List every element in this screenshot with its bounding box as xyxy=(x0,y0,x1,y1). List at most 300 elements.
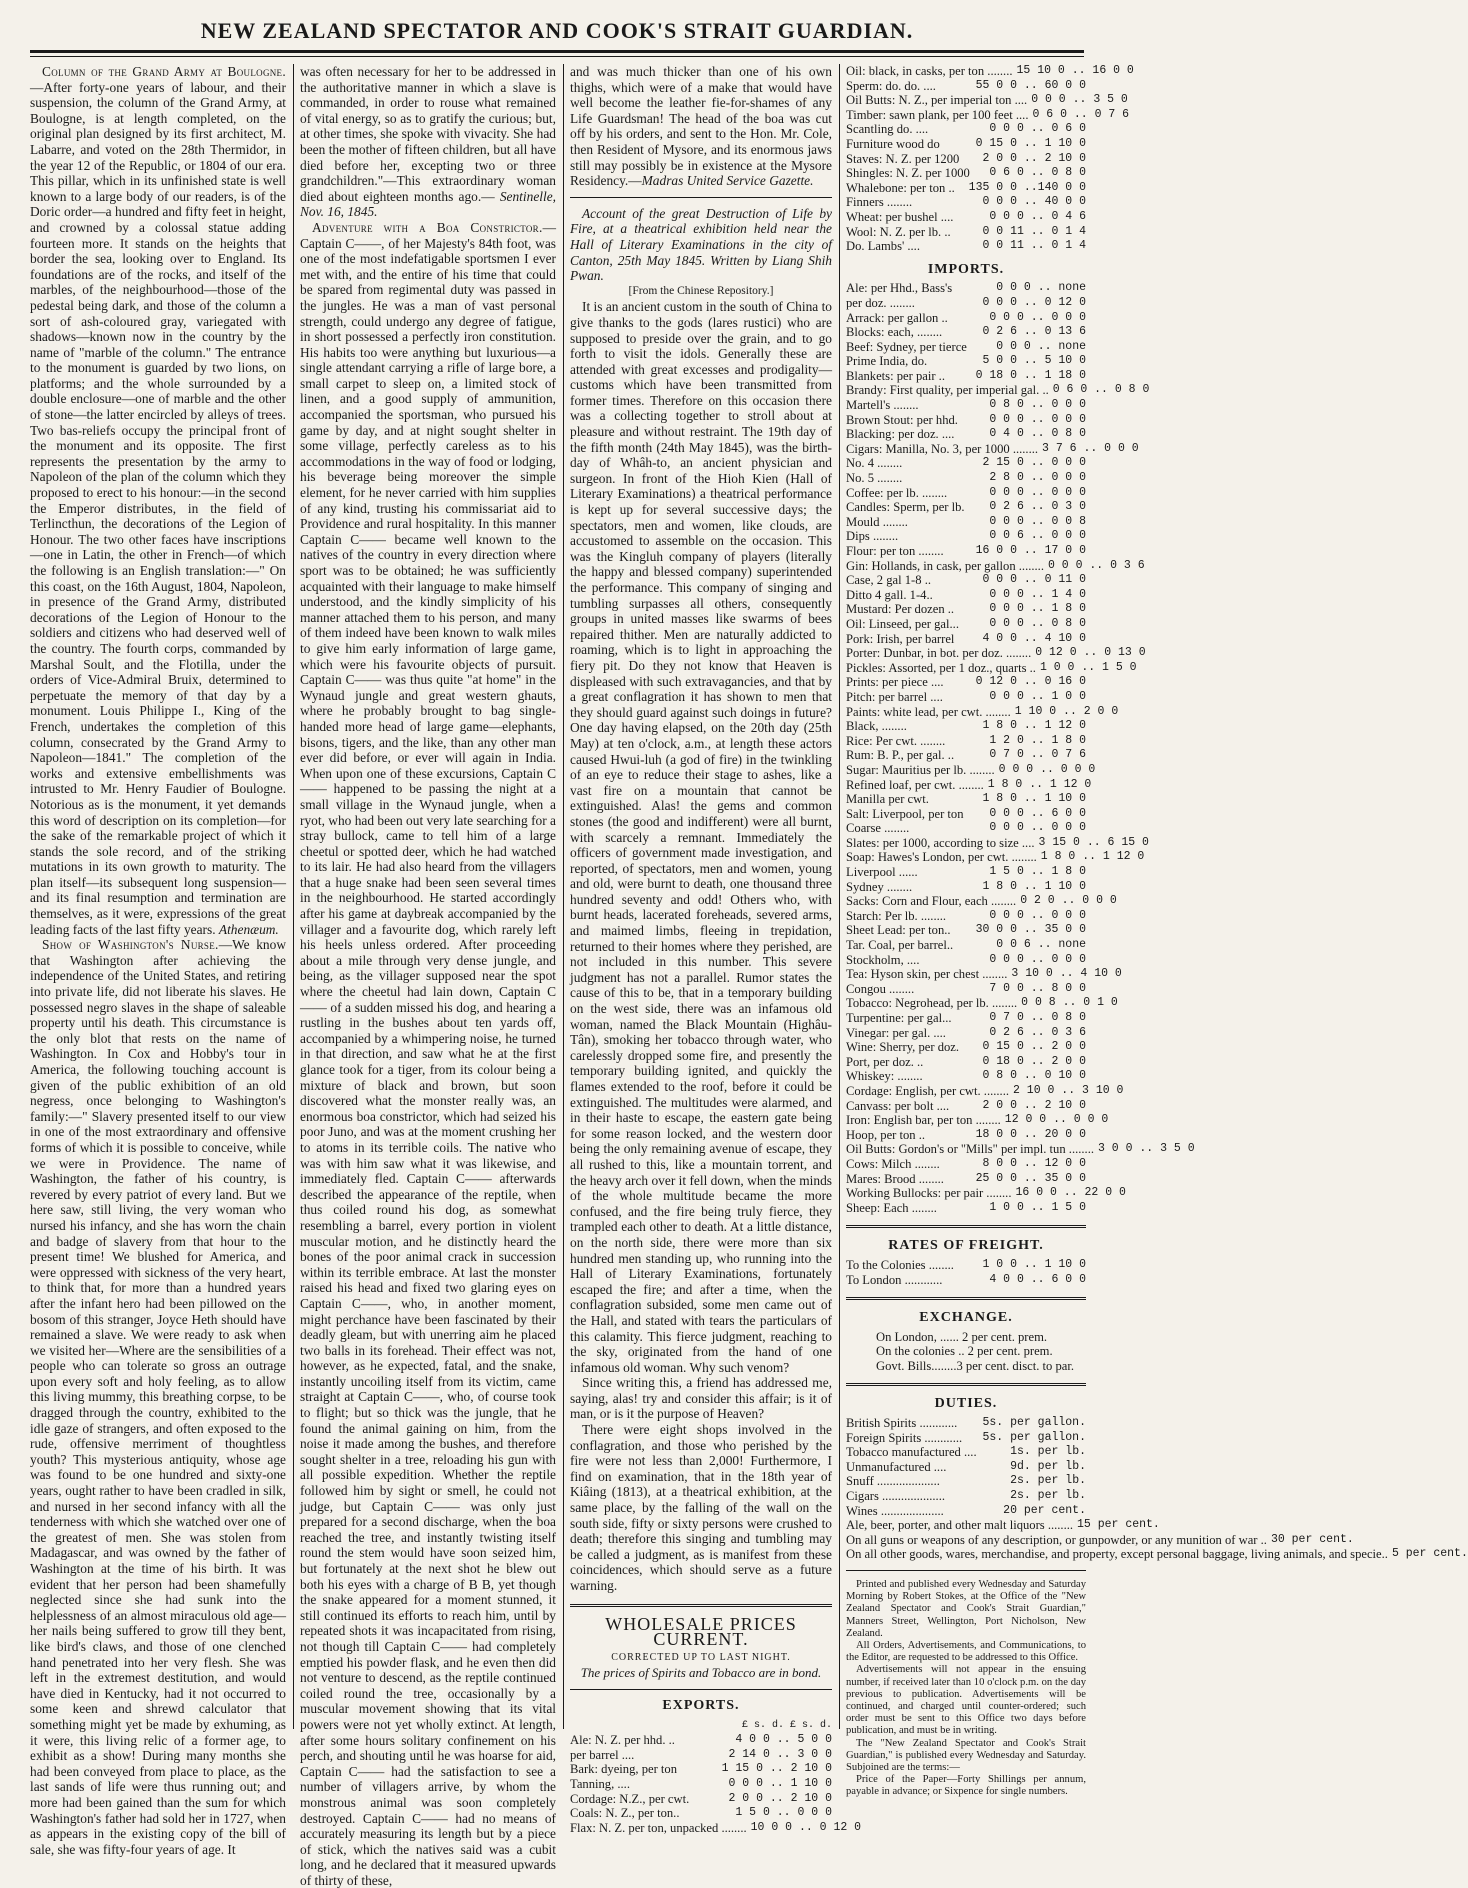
import-row-value: 0 0 0 .. 0 0 0 xyxy=(989,821,1086,835)
duty-row-value: 9d. per lb. xyxy=(1010,1459,1086,1473)
duty-row-label: On all other goods, wares, merchandise, and property, except personal baggage, living animals, and specie.. xyxy=(846,1547,1388,1562)
export-row-value: 0 6 0 .. 0 7 6 xyxy=(1032,107,1130,121)
import-row-label: Starch: Per lb. ........ xyxy=(846,908,947,923)
import-row-value: 0 0 0 .. 0 11 0 xyxy=(982,573,1086,587)
import-row-value: 2 15 0 .. 0 0 0 xyxy=(982,456,1086,470)
import-row-label: Blacking: per doz. .... xyxy=(846,427,955,442)
import-row xyxy=(846,296,1086,311)
fire-paragraph: It is an ancient custom in the south of China to give thanks to the gods (lares rustici) who are supposed to preside over the grain, and to go forth to visit the idols. Generally these are attended with great excesses and prodigality—customs which have been transmitted from former times. Therefore on this occasion there was a collecting together to stroll about at pleasure and without restraint. The 19th day of the fifth month (24th May 1845), was the birth-day of Whâh-to, an ancient physician and surgeon. In front of the Hioh Kien (Hall of Literary Examinations) a theatrical performance is kept up for several successive days; the spectators, men and women, like clouds, are accustomed to assemble on the occasion. This was the Kingluh company of players (literally the happy and blessed company) superintended the performance. This company of singing and tumbling surpasses all others, consequently groups in united masses like swarms of bees repaired thither. Men are naturally addicted to roaming, which is to light in approaching the fiery pit. Do they not know that Heaven is displeased with such extravagancies, and that by a great conflagration it has shown to men that they should guard against such doings in future? One day having elapsed, on the 20th day (25th May) at ten o'clock, a.m., at length these actors caused Hwui-luh (a god of fire) in the twinkling of an eye to reduce their stage to ashes, like a vast fire on a mountain that cannot be extinguished. Alas! the gems and common stones (the good and indifferent) were all burnt, with scarcely a remnant. Immediately the officers of government made investigation, and reported, of spectators, men and women, young and old, were burnt to death, one thousand three hundred seventy and odd! Others who, with burnt heads, lacerated foreheads, severed arms, and maimed limbs, fleeing in trepidation, returned to their homes where they perished, are not included in this number. This severe judgment has not a parallel. Rumor states the cause of this to be, that in a temporary building on the west side, there was an infamous old woman, named the Black Mountain (Highâu-Tân), smoking her tobacco through water, who carelessly dropped some fire, and presently the temporary building ignited, and quickly the flames extended to the roof, before it could be extinguished. The multitudes were alarmed, and in their haste to escape, the eastern gate being for some reason locked, and the western door being the only remaining avenue of escape, they all rushed to this, like a mountain torrent, and the heavy arch over it fell down, when the minds of the whole multitude became the more confused, and the fire being truly fierce, they trampled each other to death. At a little distance, on the north side, there were more than six hundred men standing up, who running into the Hall of Literary Examinations, fortunately escaped the fire; and after a time, when the conflagration subsided, some men came out of the Hall, and stated with tears the particulars of this calamity. This fierce judgment, reaching to the sky, originated from the hand of one infamous old woman. Why such venom? xyxy=(570,299,832,1375)
export-row xyxy=(570,1762,832,1777)
import-row xyxy=(846,1011,1086,1026)
export-row-label: Furniture wood do xyxy=(846,136,940,151)
import-row-value: 12 0 0 .. 0 0 0 xyxy=(1004,1113,1109,1127)
export-row xyxy=(846,210,1086,225)
import-row-label: Rum: B. P., per gal. .. xyxy=(846,748,955,763)
duties-title: DUTIES. xyxy=(934,1396,998,1412)
import-row xyxy=(846,325,1086,340)
fire-title: Account of the great Destruction of Life by Fire, at a theatrical exhibition held near the Hall of Literary Examinations in the city of Canton, 25th May 1845. Written by Liang Shih Pwan. xyxy=(570,205,832,284)
import-row xyxy=(846,923,1086,938)
duty-row-label: Ale, beer, porter, and other malt liquors ........ xyxy=(846,1518,1074,1533)
import-row-label: Gin: Hollands, in cask, per gallon ........ xyxy=(846,558,1044,573)
exchange-title: EXCHANGE. xyxy=(919,1310,1013,1326)
article-source: Sentinelle, Nov. 16, 1845. xyxy=(300,188,556,220)
fire-source: [From the Chinese Repository.] xyxy=(628,284,774,297)
import-row-value: 1 8 0 .. 1 12 0 xyxy=(1040,850,1145,864)
import-row-label: Porter: Dunbar, in bot. per doz. ........ xyxy=(846,646,1032,661)
import-row-value: 0 0 0 .. 0 0 0 xyxy=(989,952,1086,966)
import-row-label: Wine: Sherry, per doz. xyxy=(846,1040,960,1055)
article-boulogne xyxy=(30,64,286,937)
duty-row-value: 1s. per lb. xyxy=(1010,1445,1086,1459)
masthead-rule xyxy=(30,50,1084,53)
exchange-row: Govt. Bills........3 per cent. disct. to par. xyxy=(876,1358,1074,1373)
divider xyxy=(846,1383,1086,1386)
export-row-value: 0 6 0 .. 0 8 0 xyxy=(989,166,1086,180)
duty-row-value: 15 per cent. xyxy=(1077,1518,1160,1532)
export-row-value: 2 0 0 .. 2 10 0 xyxy=(982,151,1086,165)
export-row-value: 55 0 0 .. 60 0 0 xyxy=(975,78,1086,92)
export-row-label: Timber: sawn plank, per 100 feet .... xyxy=(846,107,1029,122)
import-row-value: 0 0 0 .. 0 12 0 xyxy=(982,295,1086,309)
freight-row xyxy=(846,1258,1086,1273)
export-row xyxy=(570,1748,832,1763)
export-row xyxy=(846,64,1134,79)
import-row-value: 0 7 0 .. 0 8 0 xyxy=(989,1011,1086,1024)
import-row xyxy=(846,573,1086,588)
export-row-value: 1 5 0 .. 0 0 0 xyxy=(735,1806,832,1820)
divider xyxy=(570,1689,832,1690)
import-row-value: 1 8 0 .. 1 12 0 xyxy=(987,777,1092,791)
import-row-label: Canvass: per bolt .... xyxy=(846,1098,950,1113)
import-row xyxy=(846,456,1086,471)
export-row xyxy=(570,1733,832,1748)
export-row xyxy=(846,152,1086,167)
article-heading: Show of Washington's Nurse. xyxy=(42,937,219,953)
duty-row xyxy=(846,1445,1086,1460)
import-row-label: Sydney ........ xyxy=(846,879,913,894)
import-row-label: Dips ........ xyxy=(846,529,899,544)
import-row-label: Sugar: Mauritius per lb. ........ xyxy=(846,762,995,777)
divider xyxy=(570,1604,832,1607)
article-washington-nurse xyxy=(30,937,286,1857)
import-row-label: Pork: Irish, per barrel xyxy=(846,631,955,646)
import-row xyxy=(846,1083,1124,1099)
import-row xyxy=(846,383,1150,398)
import-row xyxy=(846,281,1086,296)
import-row-value: 0 0 0 .. none xyxy=(996,281,1086,295)
import-row xyxy=(846,704,1119,720)
export-row xyxy=(846,181,1086,196)
import-row-label: Case, 2 gal 1-8 .. xyxy=(846,573,931,588)
import-row-value: 0 0 6 .. 0 0 0 xyxy=(989,529,1086,543)
import-row-label: Tea: Hyson skin, per chest ........ xyxy=(846,967,1008,982)
export-row-label: Coals: N. Z., per ton.. xyxy=(570,1806,680,1821)
duty-row-value: 5s. per gallon. xyxy=(982,1430,1086,1444)
import-row xyxy=(846,865,1086,880)
import-row xyxy=(846,660,1137,676)
export-row-value: 0 0 0 .. 40 0 0 xyxy=(982,195,1086,209)
import-row-label: Brandy: First quality, per imperial gal. .. xyxy=(846,383,1049,398)
duty-row xyxy=(846,1489,1086,1504)
freight-row xyxy=(846,1273,1086,1288)
import-row-label: Flour: per ton ........ xyxy=(846,544,944,558)
import-row xyxy=(846,427,1086,442)
import-row xyxy=(846,354,1086,369)
article-heading: Column of the Grand Army at Boulogne. xyxy=(42,64,286,79)
footer-line: All Orders, Advertisements, and Communications, to the Editor, are requested to be addressed to this Office. xyxy=(846,1640,1086,1664)
publisher-notice xyxy=(846,1579,1086,1799)
import-row xyxy=(846,748,1086,763)
duty-row-value: 30 per cent. xyxy=(1270,1532,1354,1546)
import-row xyxy=(846,602,1086,617)
import-row-label: Black, ........ xyxy=(846,719,907,734)
import-row-label: Stockholm, .... xyxy=(846,952,920,967)
import-row-value: 1 8 0 .. 1 10 0 xyxy=(982,879,1086,893)
import-row-label: Tobacco: Negrohead, per lb. ........ xyxy=(846,996,1018,1011)
import-row xyxy=(846,1142,1195,1157)
fire-paragraph: There were eight shops involved in the conflagration, and those who perished by the fire were not less than 2,000! Furthermore, I find on examination, that in the 18th year of Kiâing (1813), at a theatrical exhibition, at the same place, by the falling of the wall on the south side, fifty or sixty persons were crushed to death; therefore this singing and tumbling may be called a judgment, as is manifest from these coincidences, which should serve as a future warning. xyxy=(570,1422,832,1593)
duties-list xyxy=(846,1416,1468,1562)
article-text: and was much thicker than one of his own thighs, which were of a make that would have well become the leather fie-for-shames of any Life Guardsman! The head of the boa was cut off by his orders, and sent to the Hon. Mr. Cole, then Resident of Mysore, and its enormous jaws still may possibly be in existence at the Mysore Residency.— xyxy=(570,64,832,189)
article-text: —Captain C——, of her Majesty's 84th foot, was one of the most indefatigable sportsmen I ever met with, and the entire of his time that could be spared from regimental duty was passed in the jungles. He was a man of vast personal strength, could undergo any degree of fatigue, in short possessed a perfectly iron constitution. His habits too were anything but luxurious—a single attendant carrying a rifle of large bore, a small carpet to sleep on, a limited stock of linen, and a good supply of ammunition, accompanied the sportsman, who pursued his game by day, and at night sought shelter in some village, perfectly careless as to his accommodations in the way of food or lodging, his beverage being moreover the simple element, for he never carried with him supplies of any kind, trusting his commissariat aid to Providence and rural hospitality. In this manner Captain C—— became well known to the natives of the country in every direction where sport was to be obtained; he was sufficiently acquainted with their language to make himself understood, and the kindly simplicity of his manner attached them to his person, and many of them indeed have been known to walk miles to give him early information of large game, which were his favourite objects of pursuit. Captain C—— was thus quite "at home" in the Wynaud jungle and great western ghauts, where he probably brought to bag single-handed more head of large game—elephants, bisons, tigers, and the like, than any other man ever did before, or ever will again in India. When upon one of these excursions, Captain C—— happened to be passing the night at a small village in the Wynaud jungle, when a ryot, who had been out very late searching for a stray bullock, came to tell him of a large cheetul or spotted deer, which he had watched to its lair. He had also heard from the villagers that a huge snake had been seen several times in the neighbourhood. He started accordingly after his game at daybreak accompanied by the villager and a favourite dog, which rarely left his heels unless ordered. After proceeding about a mile through very dense jungle, and being, as the villager supposed near the spot where the cheetul had lain down, Captain C—— of a sudden missed his dog, and hearing a rustling in the bushes about ten yards off, accompanied by a whimpering noise, he turned in that direction, and saw what he at the first glance took for a tiger, from its colour being a mixture of black and brown, but soon discovered what the monster really was, an enormous boa constrictor, which had seized his poor Juno, and was at the moment crushing her to atoms in its terrible coils. The native who was with him saw what it was likewise, and immediately fled. Captain C—— afterwards described the appearance of the reptile, when thus coiled round his dog, as somewhat resembling a barrel, every portion in violent muscular motion, and he distinctly heard the bones of the poor animal crack in succession within its terrible embrace. At last the monster raised his head and fixed two glaring eyes on Captain C——, who, in another moment, might perchance have been fascinated by their deadly gleam, but with unerring aim he placed two balls in its forehead. Their effect was not, however, as he expected, fatal, and the snake, instantly uncoiling itself from its victim, came straight at Captain C——, who, of course took to flight; but so thick was the jungle, that he found the animal gaining on him, from the noise it made among the bushes, and therefore sought shelter in a tree, reloading his gun with all possible expedition. Whether the reptile followed him by sight or smell, he could not judge, but Captain C—— was only just prepared for a second discharge, when the boa reached the tree, and instantly twisting itself round the stem would have soon seized him, but fortunately at the next shot he blew out both his eyes with a charge of B B, yet though the snake appeared for a moment stunned, it still continued its efforts to reach him, until by repeated shots it was incapacitated from rising, not though till Captain C—— had completely emptied his powder flask, and he even then did not venture to descend, as the reptile continued coiled round the tree, occasionally by a muscular movement showing that its vital powers were not yet wholly extinct. At length, after some hours solitary confinement on his perch, and shouting until he was hoarse for aid, Captain C—— had the satisfaction to see a number of villagers arrive, by whom the monstrous animal was soon completely destroyed. Captain C—— had no means of accurately measuring its length but by a piece of stick, which the natives said was a cubit long, and he declared that it measured upwards of thirty of these, xyxy=(300,219,556,1888)
export-row xyxy=(570,1820,862,1836)
import-row xyxy=(846,807,1086,822)
import-row-label: No. 4 ........ xyxy=(846,456,903,471)
import-row-label: Prints: per piece .... xyxy=(846,675,944,690)
import-row-value: 1 5 0 .. 1 8 0 xyxy=(989,865,1086,879)
import-row-label: Hoop, per ton .. xyxy=(846,1127,926,1142)
import-row-label: Brown Stout: per hhd. xyxy=(846,412,958,427)
import-row-value: 0 2 6 .. 0 13 6 xyxy=(982,325,1086,339)
import-row-label: Rice: Per cwt. ........ xyxy=(846,733,946,748)
export-row-value: 0 0 11 .. 0 1 4 xyxy=(982,224,1086,238)
freight-title: RATES OF FREIGHT. xyxy=(888,1238,1044,1254)
column-divider xyxy=(563,64,564,1729)
duty-row-label: Cigars .................... xyxy=(846,1489,945,1504)
duty-row-label: Unmanufactured .... xyxy=(846,1459,947,1474)
export-row-label: Tanning, .... xyxy=(570,1776,630,1791)
exports-title: EXPORTS. xyxy=(662,1697,740,1713)
import-row xyxy=(846,953,1086,968)
import-row-value: 0 4 0 .. 0 8 0 xyxy=(989,427,1086,441)
prices-subtitle: CORRECTED UP TO LAST NIGHT. xyxy=(611,1651,791,1663)
import-row-value: 1 2 0 .. 1 8 0 xyxy=(989,733,1086,747)
import-row xyxy=(846,558,1145,574)
import-row xyxy=(846,835,1149,851)
import-row-value: 0 0 8 .. 0 1 0 xyxy=(1021,996,1118,1010)
export-row xyxy=(846,79,1086,94)
exchange-row: On London, ...... 2 per cent. prem. xyxy=(876,1329,1048,1344)
import-row xyxy=(846,1099,1086,1114)
import-row xyxy=(846,398,1086,413)
duty-row-value: 2s. per lb. xyxy=(1010,1474,1086,1488)
duty-row-value: 2s. per lb. xyxy=(1010,1489,1086,1503)
import-row-value: 0 0 0 .. 0 8 0 xyxy=(989,616,1086,630)
export-row-label: Wheat: per bushel .... xyxy=(846,209,954,224)
import-row-value: 0 8 0 .. 0 10 0 xyxy=(982,1069,1086,1083)
import-row xyxy=(846,938,1086,953)
export-row-label: Ale: N. Z. per hhd. .. xyxy=(570,1733,675,1748)
import-row-label: Turpentine: per gal... xyxy=(846,1011,952,1025)
export-row-value: 135 0 0 ..140 0 0 xyxy=(968,180,1086,194)
prices-note: The prices of Spirits and Tobacco are in bond. xyxy=(580,1665,822,1681)
import-row xyxy=(846,821,1086,836)
export-row-label: Shingles: N. Z. per 1000 xyxy=(846,166,970,181)
import-row-value: 8 0 0 .. 12 0 0 xyxy=(982,1156,1086,1170)
import-row xyxy=(846,675,1086,690)
import-row-label: Paints: white lead, per cwt. ........ xyxy=(846,704,1011,719)
import-row-value: 0 0 0 .. 0 0 0 xyxy=(989,908,1086,922)
import-row-label: Vinegar: per gal. .... xyxy=(846,1025,946,1040)
export-row-label: Staves: N. Z. per 1200 xyxy=(846,151,960,166)
import-row-value: 0 7 0 .. 0 7 6 xyxy=(989,748,1086,762)
footer-line: Advertisements will not appear in the ensuing number, if received later than 10 o'clock p.m. on the day previous to publication. Advertisements will be continued, and charged until counter-ordered; such order must be sent to this Office two days before publication, and must be in writing. xyxy=(846,1664,1086,1737)
divider xyxy=(570,197,832,198)
import-row-value: 0 15 0 .. 2 0 0 xyxy=(982,1040,1086,1054)
import-row-label: Refined loaf, per cwt. ........ xyxy=(846,777,984,792)
import-row-label: Slates: per 1000, according to size .... xyxy=(846,835,1035,850)
article-washington-cont xyxy=(300,64,556,220)
exports-cont-list xyxy=(846,64,1134,254)
export-row-label: per barrel .... xyxy=(570,1747,635,1762)
import-row-label: Oil: Linseed, per gal... xyxy=(846,616,959,631)
duty-row-label: On all guns or weapons of any description, or gunpowder, or any munition of war .. xyxy=(846,1532,1267,1547)
masthead-rule-thin xyxy=(30,56,1084,57)
import-row xyxy=(846,1172,1086,1187)
import-row xyxy=(846,1055,1086,1070)
import-row-value: 4 0 0 .. 4 10 0 xyxy=(982,631,1086,645)
import-row-label: Cows: Milch ........ xyxy=(846,1156,940,1171)
import-row-value: 0 2 6 .. 0 3 6 xyxy=(989,1025,1086,1039)
import-row xyxy=(846,1040,1086,1055)
article-text: —We know that Washington after achieving the independence of the United States, and retiring into private life, did not liberate his slaves. He possessed negro slaves in the shape of saleable property until his death. This circumstance is the only blot that rests on the name of Washington. In Cox and Hobby's tour in America, the following touching account is given of the public exhibition of an old negress, once belonging to Washington's family:—" Slavery presented itself to our view in one of the most extraordinary and offensive forms of which it is possible to conceive, while we were in Providence. The name of Washington, the father of his country, is revered by every patriot of every land. But we here saw, still living, the very woman who nursed his infancy, and she has worn the chain and badge of slavery from that hour to the present time! We blushed for America, and were oppressed with sickness of the very heart, to think that, for more than a hundred years after the infant hero had been pillowed on the bosom of this stranger, Joyce Heth should have remained a slave. We were ready to ask when we visited her—Where are the sensibilities of a people who can tolerate so gross an outrage upon every soft and holy feeling, as to allow this living mummy, this breathing corpse, to be dragged through the country, exhibited to the idle gaze of strangers, and often exposed to the rude, offensive merriment of thoughtless youth? This mysterious antiquity, whose age was found to be one hundred and sixty-one years, ought rather to have been cradled in silk, and nursed in her second infancy with all the tenderness with which she watched over one of the greatest of men. She was stolen from Madagascar, and was owned by the father of Washington at the time of his birth. It was evident that her person had been shamefully neglected since she had sunk into the helplessness of an almost miraculous old age—her nails being suffered to grow till they bent, like bird's claws, and those of one clenched hand penetrated into her very flesh. She was left in the extremest destitution, and would have died in Kentucky, had it not occurred to some keen and shrewd calculator that something might yet be made by exhuming, as it were, this living relic of a former age, to exhibit as a show! During many months she had been conveyed from place to place, as the last sands of life were thus running out; and more had been gained than the sum for which Washington's father had sold her in 1727, when as appears in the existing copy of the bill of sale, she was fifty-four years of age. It xyxy=(30,937,286,1857)
imports-list xyxy=(846,281,1195,1215)
import-row-label: Martell's ........ xyxy=(846,398,919,413)
import-row-value: 1 10 0 .. 2 0 0 xyxy=(1014,704,1119,718)
import-row-value: 2 0 0 .. 2 10 0 xyxy=(982,1098,1086,1112)
import-row-value: 1 0 0 .. 1 5 0 xyxy=(1039,660,1137,674)
import-row-label: Port, per doz. .. xyxy=(846,1054,924,1069)
import-row-value: 0 2 6 .. 0 3 0 xyxy=(989,500,1086,514)
import-row-value: 25 0 0 .. 35 0 0 xyxy=(975,1171,1086,1185)
import-row-value: 16 0 0 .. 22 0 0 xyxy=(1015,1186,1126,1200)
duty-row xyxy=(846,1474,1086,1489)
import-row-value: 0 18 0 .. 1 18 0 xyxy=(975,368,1086,382)
import-row-value: 1 0 0 .. 1 5 0 xyxy=(989,1200,1086,1214)
freight-row-value: 1 0 0 .. 1 10 0 xyxy=(982,1257,1086,1271)
import-row-label: per doz. ........ xyxy=(846,295,915,310)
import-row-value: 30 0 0 .. 35 0 0 xyxy=(975,923,1086,937)
import-row-value: 3 15 0 .. 6 15 0 xyxy=(1038,835,1149,849)
import-row-label: Cordage: English, per cwt. ........ xyxy=(846,1083,1009,1098)
article-heading: Adventure with a Boa Constrictor. xyxy=(312,219,543,235)
import-row xyxy=(846,1186,1126,1201)
export-row-label: Finners ........ xyxy=(846,195,913,210)
import-row-value: 3 7 6 .. 0 0 0 xyxy=(1042,441,1139,455)
export-row-label: Oil: black, in casks, per ton ........ xyxy=(846,64,1013,78)
import-row-label: Blocks: each, ........ xyxy=(846,325,943,340)
import-row-value: 0 12 0 .. 0 13 0 xyxy=(1035,646,1146,660)
fire-paragraph: Since writing this, a friend has addressed me, saying, alas! try and consider this affair; is it of man, or is it the purpose of Heaven? xyxy=(570,1375,832,1422)
footer-line: Printed and published every Wednesday and Saturday Morning by Robert Stokes, at the Office of the "New Zealand Spectator and Cook's Strait Guardian," Manners Street, Wellington, Port Nicholson, New Zealand. xyxy=(846,1579,1086,1639)
export-row-label: Sperm: do. do. .... xyxy=(846,78,936,93)
import-row xyxy=(846,690,1086,705)
export-row-value: 1 15 0 .. 2 10 0 xyxy=(721,1762,832,1776)
import-row xyxy=(846,982,1086,997)
import-row xyxy=(846,762,1096,778)
article-text: —After forty-one years of labour, and their suspension, the column of the Grand Army, at Boulogne, is at length completed, on the original plan designed by its first architect, M. Labarre, and voted on the 28th Thermidor, in the year 12 of the Republic, or 1804 of our era. This pillar, which in its unfinished state is well known to a large body of our readers, is of the Doric order—a hundred and fifty feet in height, and crowned by a colossal statue adding fourteen more. It stands on the heights that border the sea, looking over to England. Its foundations are of the rocks, and itself of the marbles, of the neighbourhood—those of the pedestal being dark, and those of the column a sort of ash-coloured gray, variegated with shadows—known now in the country by the name of "marble of the column." The entrance to the monument is guarded by two lions, on platforms; and the whole surrounded by a double enclosure—one of marble and the other of stone—the latter encircled by alleys of trees. Two bas-reliefs occupy the principal front of the monument and its opposite. The first represents the presentation by the army to Napoleon of the plan of the column which they proposed to erect to his honour:—in the second the Emperor distributes, in the field of Terlincthun, the decorations of the Legion of Honour. The two other faces have inscriptions—one in Latin, the other in French—of which the following is an English translation:—" On this coast, on the 16th August, 1804, Napoleon, in presence of the Grand Army, distributed decorations of the Legion of Honour to the soldiers and citizens who had deserved well of the country. The fourth corps, commanded by Marshal Soult, and the Flotilla, under the orders of Vice-Admiral Bruix, determined to perpetuate the memory of that day by a monument. Louis Philippe I., King of the French, undertakes the completion of this column, consecrated by the Grand Army to Napoleon—1841." The completion of the works and extensive embellishments was intrusted to Mr. Henry Faudier of Boulogne. Notorious as is the monument, it yet demands this word of description on its completion—for the sake of the remarkable project of which it stands the sole record, and of the striking mutations in its own growth to maturity. The plan itself—its subsequent long suspension—and its final resumption and termination are themselves, as it were, expressions of the great leading facts of the last fifty years. xyxy=(30,79,286,937)
import-row-value: 0 0 0 .. 1 8 0 xyxy=(989,602,1086,616)
duty-row-label: Foreign Spirits ............ xyxy=(846,1430,963,1445)
article-source: Athenæum. xyxy=(218,921,279,937)
import-row-value: 0 0 0 .. 0 0 0 xyxy=(989,412,1086,426)
import-row-value: 2 10 0 .. 3 10 0 xyxy=(1013,1083,1124,1097)
import-row-label: Mares: Brood ........ xyxy=(846,1171,944,1186)
article-boa-end xyxy=(570,64,832,189)
article-boa xyxy=(300,220,556,1888)
import-row-label: Arrack: per gallon .. xyxy=(846,310,948,325)
export-row-value: 4 0 0 .. 5 0 0 xyxy=(735,1733,832,1747)
divider xyxy=(846,1225,1086,1228)
import-row-label: Blankets: per pair .. xyxy=(846,368,945,383)
export-row-value: 15 10 0 .. 16 0 0 xyxy=(1016,64,1134,77)
column-divider xyxy=(293,64,294,1729)
import-row-label: Liverpool ...... xyxy=(846,865,918,880)
export-row-label: Scantling do. .... xyxy=(846,122,929,137)
duty-row xyxy=(846,1504,1086,1519)
duty-row-value: 5 per cent. xyxy=(1391,1547,1468,1561)
exchange-row: On the colonies .. 2 per cent. prem. xyxy=(876,1344,1053,1359)
import-row-value: 3 0 0 .. 3 5 0 xyxy=(1098,1142,1195,1156)
import-row xyxy=(846,792,1086,807)
export-row-label: Wool: N. Z. per lb. .. xyxy=(846,224,951,239)
import-row-value: 16 0 0 .. 17 0 0 xyxy=(975,544,1086,557)
import-row-label: Mould ........ xyxy=(846,514,908,529)
import-row xyxy=(846,1026,1086,1041)
import-row xyxy=(846,632,1086,647)
import-row-label: Coarse ........ xyxy=(846,821,910,836)
import-row xyxy=(846,1128,1086,1143)
import-row-label: Sheep: Each ........ xyxy=(846,1200,937,1215)
import-row-label: Pitch: per barrel .... xyxy=(846,689,943,704)
duty-row-value: 20 per cent. xyxy=(1003,1503,1086,1517)
import-row-value: 0 0 0 .. 6 0 0 xyxy=(989,806,1086,820)
export-row-label: Oil Butts: N. Z., per imperial ton .... xyxy=(846,93,1028,108)
import-row-label: Whiskey: ........ xyxy=(846,1069,923,1084)
duty-row xyxy=(846,1431,1086,1446)
import-row xyxy=(846,413,1086,428)
export-row-value: 0 15 0 .. 1 10 0 xyxy=(975,136,1086,150)
import-row xyxy=(846,1201,1086,1216)
column-4 xyxy=(846,64,1468,1798)
import-row-value: 0 0 0 .. 0 0 0 xyxy=(989,485,1086,499)
export-row-value: 2 14 0 .. 3 0 0 xyxy=(728,1747,832,1761)
export-row xyxy=(846,107,1130,123)
import-row xyxy=(846,880,1086,895)
import-row-value: 3 10 0 .. 4 10 0 xyxy=(1011,967,1122,981)
import-row-value: 5 0 0 .. 5 10 0 xyxy=(982,354,1086,368)
import-row-label: Sheet Lead: per ton.. xyxy=(846,923,951,938)
export-row-value: 0 0 0 .. 0 6 0 xyxy=(989,122,1086,136)
export-row-value: 0 0 11 .. 0 1 4 xyxy=(982,239,1086,253)
export-row xyxy=(846,225,1086,240)
export-row xyxy=(846,122,1086,137)
export-row-value: 0 0 0 .. 1 10 0 xyxy=(728,1776,832,1790)
import-row-label: Mustard: Per dozen .. xyxy=(846,602,955,617)
import-row-label: Prime India, do. xyxy=(846,354,928,369)
import-row xyxy=(846,471,1086,486)
duty-row-label: Tobacco manufactured .... xyxy=(846,1445,977,1460)
import-row-label: Congou ........ xyxy=(846,981,915,996)
import-row-label: Candles: Sperm, per lb. xyxy=(846,500,965,515)
import-row-label: Manilla per cwt. xyxy=(846,792,929,807)
import-row-label: Cigars: Manilla, No. 3, per 1000 ........ xyxy=(846,441,1039,456)
import-row-value: 0 0 6 .. none xyxy=(996,938,1086,952)
import-row xyxy=(846,894,1117,909)
import-row-value: 7 0 0 .. 8 0 0 xyxy=(989,981,1086,995)
export-row-value: 2 0 0 .. 2 10 0 xyxy=(728,1791,832,1805)
exports-header: £ s. d. £ s. d. xyxy=(741,1719,832,1731)
import-row-value: 0 0 0 .. 0 0 0 xyxy=(998,762,1096,776)
duty-row-label: Wines .................... xyxy=(846,1503,944,1518)
import-row-value: 0 0 0 .. 0 0 8 xyxy=(989,514,1086,528)
article-source: Madras United Service Gazette. xyxy=(641,173,814,189)
import-row-value: 0 6 0 .. 0 8 0 xyxy=(1052,383,1150,397)
import-row-value: 0 18 0 .. 2 0 0 xyxy=(982,1054,1086,1068)
import-row xyxy=(846,1113,1109,1128)
import-row-label: Oil Butts: Gordon's or "Mills" per impl. tun ........ xyxy=(846,1142,1094,1157)
import-row-value: 1 8 0 .. 1 10 0 xyxy=(982,792,1086,806)
divider xyxy=(846,1297,1086,1300)
export-row-label: Do. Lambs' .... xyxy=(846,239,920,254)
export-row xyxy=(846,166,1086,181)
export-row-label: Whalebone: per ton .. xyxy=(846,180,955,195)
duty-row xyxy=(846,1518,1160,1533)
import-row xyxy=(846,515,1086,530)
import-row-value: 18 0 0 .. 20 0 0 xyxy=(975,1127,1086,1141)
import-row-value: 2 8 0 .. 0 0 0 xyxy=(989,471,1086,485)
import-row-value: 0 12 0 .. 0 16 0 xyxy=(975,675,1086,689)
freight-row-label: To London ............ xyxy=(846,1272,943,1287)
freight-row-value: 4 0 0 .. 6 0 0 xyxy=(989,1272,1086,1286)
divider xyxy=(846,1570,1086,1571)
import-row xyxy=(846,500,1086,515)
export-row-label: Cordage: N.Z., per cwt. xyxy=(570,1791,690,1806)
import-row-label: Salt: Liverpool, per ton xyxy=(846,806,964,821)
import-row-label: Ditto 4 gall. 1-4.. xyxy=(846,587,933,602)
masthead-title: NEW ZEALAND SPECTATOR AND COOK'S STRAIT GUARDIAN. xyxy=(200,18,914,43)
export-row xyxy=(846,137,1086,152)
import-row xyxy=(846,441,1139,457)
export-row xyxy=(570,1792,832,1807)
import-row xyxy=(846,967,1122,982)
import-row-label: Pickles: Assorted, per 1 doz., quarts .. xyxy=(846,660,1036,675)
export-row xyxy=(570,1777,832,1792)
import-row-value: 0 0 0 .. 1 4 0 xyxy=(989,587,1086,601)
import-row xyxy=(846,646,1146,661)
import-row xyxy=(846,544,1086,559)
export-row-value: 10 0 0 .. 0 12 0 xyxy=(750,1820,862,1834)
column-divider xyxy=(839,64,840,1729)
import-row xyxy=(846,1069,1086,1084)
import-row-label: Soap: Hawes's London, per cwt. ........ xyxy=(846,850,1037,865)
import-row xyxy=(846,340,1086,355)
import-row xyxy=(846,850,1145,865)
import-row xyxy=(846,311,1086,326)
import-row xyxy=(846,369,1086,384)
duty-row-value: 5s. per gallon. xyxy=(982,1416,1086,1430)
duty-row xyxy=(846,1532,1354,1548)
